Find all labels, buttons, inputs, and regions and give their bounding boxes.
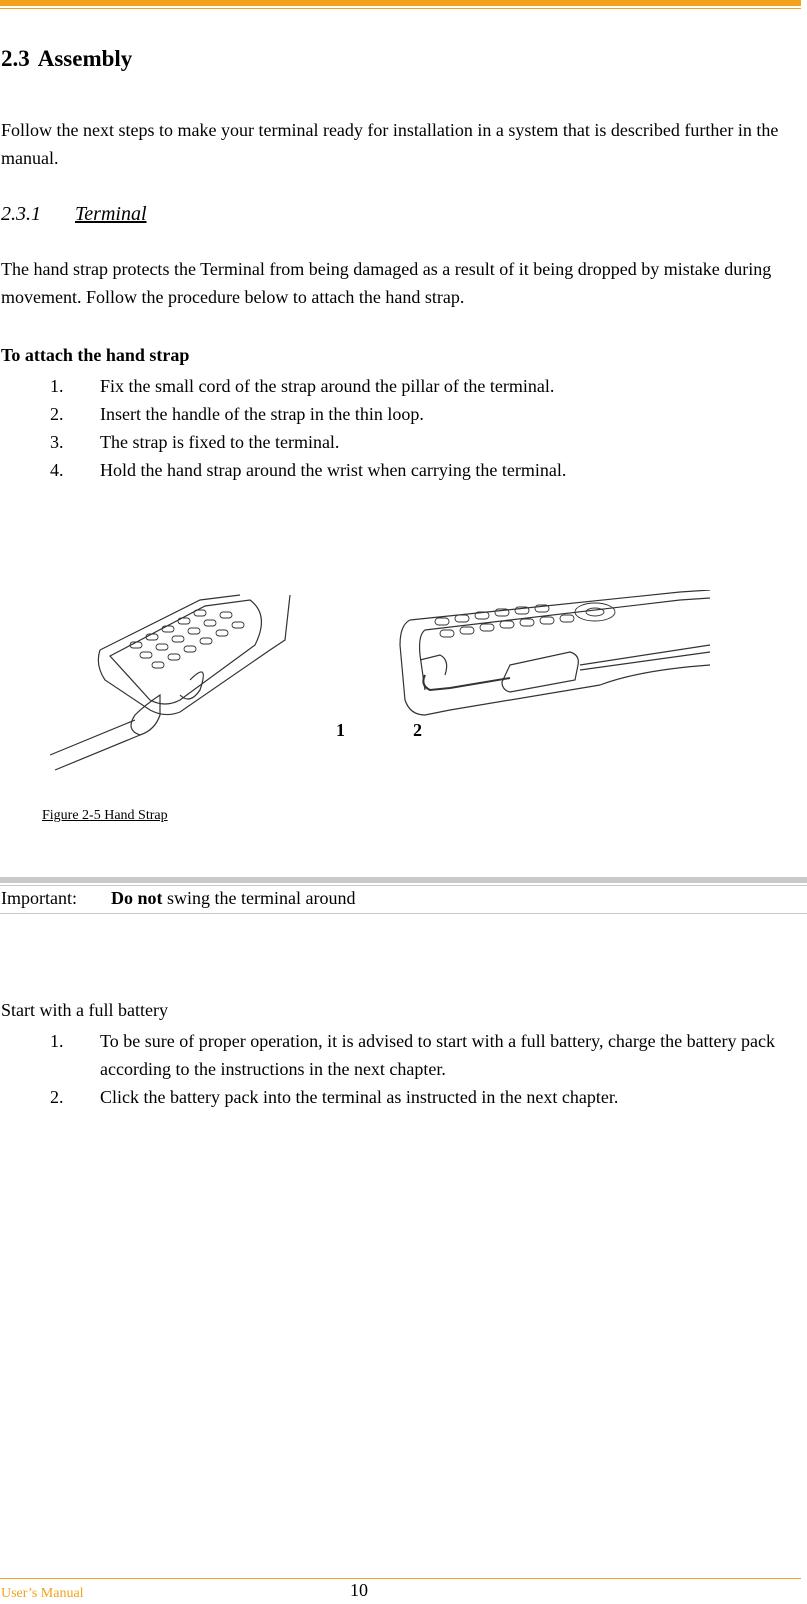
battery-steps-list (50, 1027, 795, 1111)
list-item: 4. Hold the hand strap around the wrist when carrying the terminal. (50, 460, 567, 480)
terminal-drawing-left (50, 595, 290, 770)
header-rule-thin (0, 8, 801, 9)
strap-steps-list (50, 372, 795, 484)
list-item: 1. Fix the small cord of the strap around the pillar of the terminal. (50, 376, 555, 396)
footer-rule (0, 1578, 801, 1579)
subsection-number: 2.3.1 (1, 203, 41, 225)
terminal-paragraph: The hand strap protects the Terminal from being damaged as a result of it being dropped by mistake during movement. Follow the procedure below to attach the hand strap. (1, 259, 772, 307)
section-number: 2.3 (1, 46, 30, 71)
list-item: 3. The strap is fixed to the terminal. (50, 432, 340, 452)
list-item: 2. Insert the handle of the strap in the thin loop. (50, 404, 424, 424)
subsection-title: Terminal (75, 203, 147, 225)
important-rule-top-thin (0, 885, 807, 886)
figure-label-2: 2 (413, 720, 422, 740)
footer-title: User’s Manual (1, 1586, 84, 1601)
figure-caption: Figure 2-5 Hand Strap (42, 808, 168, 823)
subsection-heading (1, 203, 147, 226)
intro-paragraph: Follow the next steps to make your terminal ready for installation in a system that is described further in the manual. (1, 120, 779, 168)
header-rule (0, 0, 801, 6)
terminal-drawing-right (400, 590, 710, 715)
important-bold: Do not (111, 888, 163, 908)
important-label: Important: (1, 888, 77, 908)
important-note (1, 888, 355, 909)
section-title: Assembly (37, 46, 133, 71)
section-heading (1, 46, 132, 72)
hand-strap-figure (40, 590, 740, 790)
list-item: 1. To be sure of proper operation, it is advised to start with a full battery, charge the battery pack according to the instructions in the next chapter. (50, 1031, 776, 1079)
page-number: 10 (350, 1580, 368, 1600)
battery-heading: Start with a full battery (1, 1000, 168, 1020)
figure-label-1: 1 (336, 720, 345, 740)
list-item: 2. Click the battery pack into the terminal as instructed in the next chapter. (50, 1087, 619, 1107)
strap-heading: To attach the hand strap (1, 345, 190, 365)
important-text: swing the terminal around (162, 888, 356, 908)
important-rule-top (0, 877, 807, 883)
important-rule-bottom (0, 913, 807, 914)
